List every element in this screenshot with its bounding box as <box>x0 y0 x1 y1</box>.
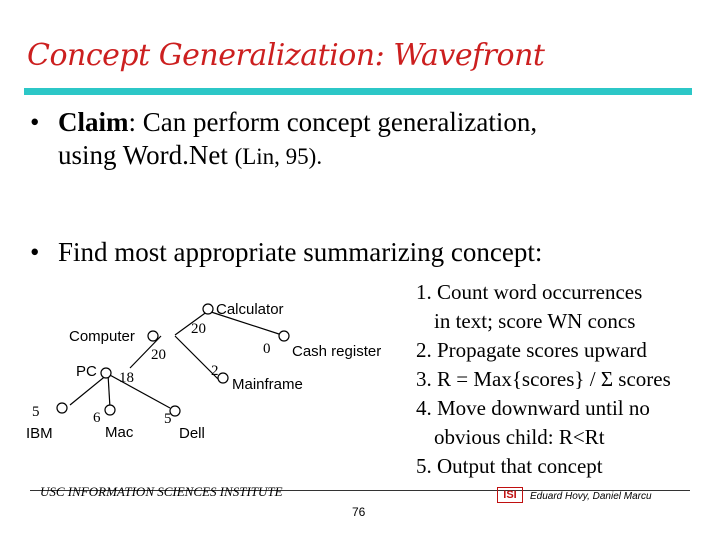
node-mac <box>105 405 115 415</box>
step-1-cont: in text; score WN concs <box>434 309 636 333</box>
node-cash-register <box>279 331 289 341</box>
algorithm-steps <box>416 278 716 481</box>
isi-logo: ISI <box>497 487 523 503</box>
label-mainframe: Mainframe <box>232 376 303 393</box>
claim-label: Claim <box>58 107 129 137</box>
label-computer: Computer <box>69 328 135 345</box>
score-computer: 20 <box>191 321 206 337</box>
label-cash-register: Cash register <box>292 343 382 360</box>
node-mainframe <box>218 373 228 383</box>
label-pc: PC <box>76 363 97 380</box>
title-underline <box>24 88 692 95</box>
claim-text-2: using Word.Net <box>58 140 235 170</box>
score-18: 18 <box>119 370 134 386</box>
node-calculator <box>203 304 213 314</box>
step-2: 2. Propagate scores upward <box>416 338 647 362</box>
claim-line2 <box>30 139 537 173</box>
page-number: 76 <box>352 505 366 519</box>
node-computer <box>148 331 158 341</box>
bullet-marker: • <box>30 107 40 137</box>
edge-pc-mac <box>108 374 110 408</box>
node-pc <box>101 368 111 378</box>
step-4-cont: obvious child: R<Rt <box>434 425 605 449</box>
claim-citation: (Lin, 95). <box>234 144 323 169</box>
score-cash-register: 0 <box>263 341 271 357</box>
step-3: 3. R = Max{scores} / Σ scores <box>416 367 671 391</box>
label-dell: Dell <box>179 425 205 442</box>
step-4: 4. Move downward until no <box>416 396 650 420</box>
edge-pc-dell <box>108 374 170 408</box>
footer-institute: USC INFORMATION SCIENCES INSTITUTE <box>40 484 283 499</box>
score-mainframe: 2 <box>211 363 219 379</box>
node-ibm <box>57 403 67 413</box>
score-dell: 5 <box>164 411 172 427</box>
claim-text: : Can perform concept generalization, <box>128 107 538 137</box>
score-pc: 20 <box>151 347 166 363</box>
step-5: 5. Output that concept <box>416 454 603 478</box>
label-ibm: IBM <box>26 425 53 442</box>
label-mac: Mac <box>105 424 134 441</box>
node-dell <box>170 406 180 416</box>
bullet-marker: • <box>30 237 40 267</box>
score-ibm: 5 <box>32 404 40 420</box>
label-calculator: Calculator <box>216 301 284 318</box>
score-mac: 6 <box>93 410 101 426</box>
concept-tree <box>20 295 415 450</box>
bullet-claim <box>30 106 537 173</box>
bullet-find <box>30 236 542 269</box>
find-text: Find most appropriate summarizing concept: <box>58 237 543 267</box>
step-1: 1. Count word occurrences <box>416 280 643 304</box>
slide-title: Concept Generalization: Wavefront <box>27 38 545 73</box>
footer-authors: Eduard Hovy, Daniel Marcu <box>530 491 652 502</box>
